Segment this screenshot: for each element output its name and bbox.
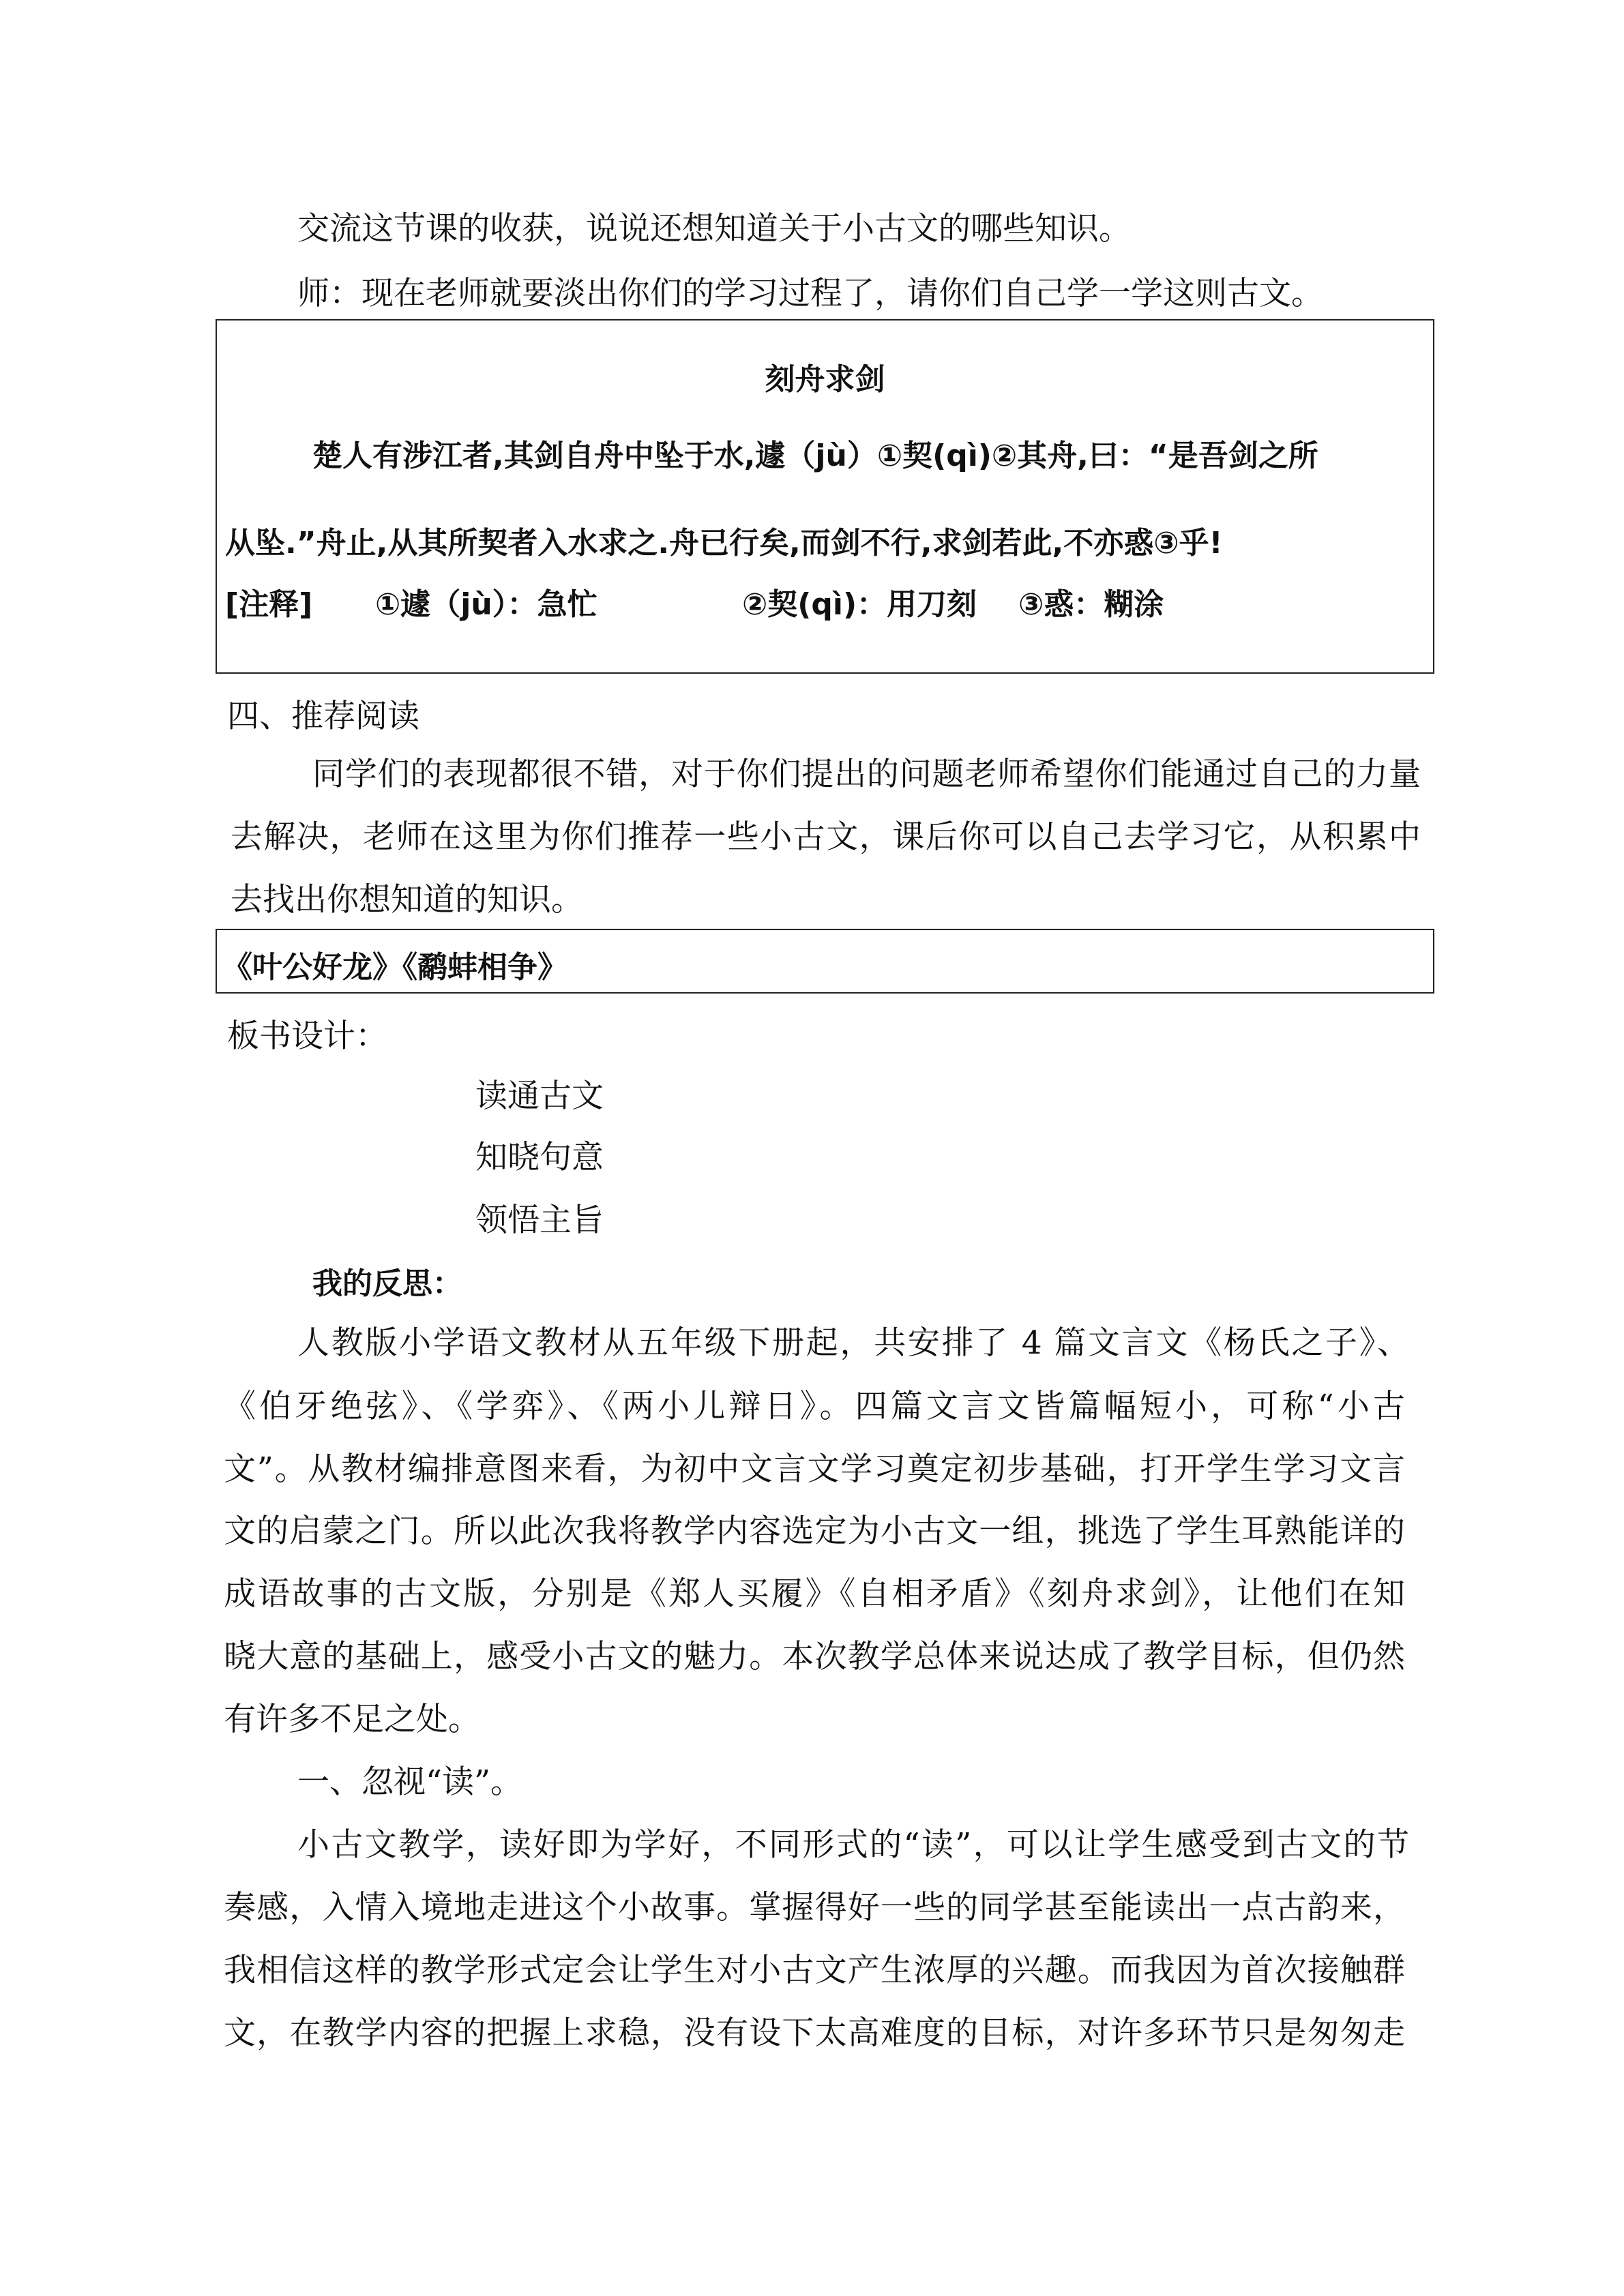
board-item-2: 知晓句意: [475, 1139, 604, 1176]
recommend-box: [216, 929, 1434, 994]
section-4-line-3: 去找出你想知道的知识。: [231, 881, 583, 919]
reflection-p2-line-2: 奏感，入情入境地走进这个小故事。掌握得好一些的同学甚至能读出一点古韵来，: [224, 1889, 1405, 1926]
story-box: [216, 319, 1434, 674]
recommend-books: 《叶公好龙》《鹬蚌相争》: [222, 950, 567, 985]
intro-paragraph-2: 师：现在老师就要淡出你们的学习过程了，请你们自己学一学这则古文。: [297, 275, 1323, 312]
reflection-p1-line-5: 成语故事的古文版，分别是《郑人买履》《自相矛盾》《刻舟求剑》，让他们在知: [224, 1575, 1405, 1613]
board-label: 板书设计：: [227, 1017, 387, 1055]
reflection-p1-line-4: 文的启蒙之门。所以此次我将教学内容选定为小古文一组，挑选了学生耳熟能详的: [224, 1512, 1405, 1550]
story-text-line-1: 楚人有涉江者,其剑自舟中坠于水,遽（jù）①契(qì)②其舟,曰：“是吾剑之所: [312, 438, 1318, 473]
reflection-p1-line-3: 文”。从教材编排意图来看，为初中文言文学习奠定初步基础，打开学生学习文言: [224, 1450, 1405, 1488]
section-4-line-2: 去解决，老师在这里为你们推荐一些小古文，课后你可以自己去学习它，从积累中: [231, 818, 1421, 856]
note-3: ③惑：糊涂: [1018, 587, 1164, 622]
notes-label: [注释]: [225, 587, 313, 622]
section-4-line-1: 同学们的表现都很不错，对于你们提出的问题老师希望你们能通过自己的力量: [312, 756, 1421, 793]
reflection-p1-line-6: 晓大意的基础上，感受小古文的魅力。本次教学总体来说达成了教学目标，但仍然: [224, 1638, 1405, 1675]
board-item-3: 领悟主旨: [475, 1202, 604, 1239]
reflection-heading: 我的反思：: [312, 1266, 462, 1301]
reflection-p2-line-4: 文，在教学内容的把握上求稳，没有设下太高难度的目标，对许多环节只是匆匆走: [224, 2014, 1405, 2052]
reflection-p1-line-1: 人教版小学语文教材从五年级下册起，共安排了 4 篇文言文《杨氏之子》、: [297, 1324, 1409, 1362]
note-2: ②契(qì)：用刀刻: [742, 587, 977, 622]
story-text-line-2: 从坠.”舟止,从其所契者入水求之.舟已行矣,而剑不行,求剑若此,不亦惑③乎!: [225, 526, 1223, 561]
reflection-p1-line-2: 《伯牙绝弦》、《学弈》、《两小儿辩日》。四篇文言文皆篇幅短小，可称“小古: [224, 1388, 1405, 1425]
section-4-heading: 四、推荐阅读: [227, 698, 419, 735]
reflection-p1-line-7: 有许多不足之处。: [224, 1701, 480, 1738]
reflection-p2-line-1: 小古文教学，读好即为学好，不同形式的“读”，可以让学生感受到古文的节: [297, 1826, 1409, 1864]
intro-paragraph-1: 交流这节课的收获，说说还想知道关于小古文的哪些知识。: [297, 210, 1131, 248]
story-title: 刻舟求剑: [765, 362, 885, 397]
reflection-p2-line-3: 我相信这样的教学形式定会让学生对小古文产生浓厚的兴趣。而我因为首次接触群: [224, 1952, 1405, 1989]
board-item-1: 读通古文: [475, 1077, 604, 1115]
reflection-subheading-1: 一、忽视“读”。: [297, 1763, 523, 1801]
note-1: ①遽（jù）：急忙: [375, 587, 597, 622]
